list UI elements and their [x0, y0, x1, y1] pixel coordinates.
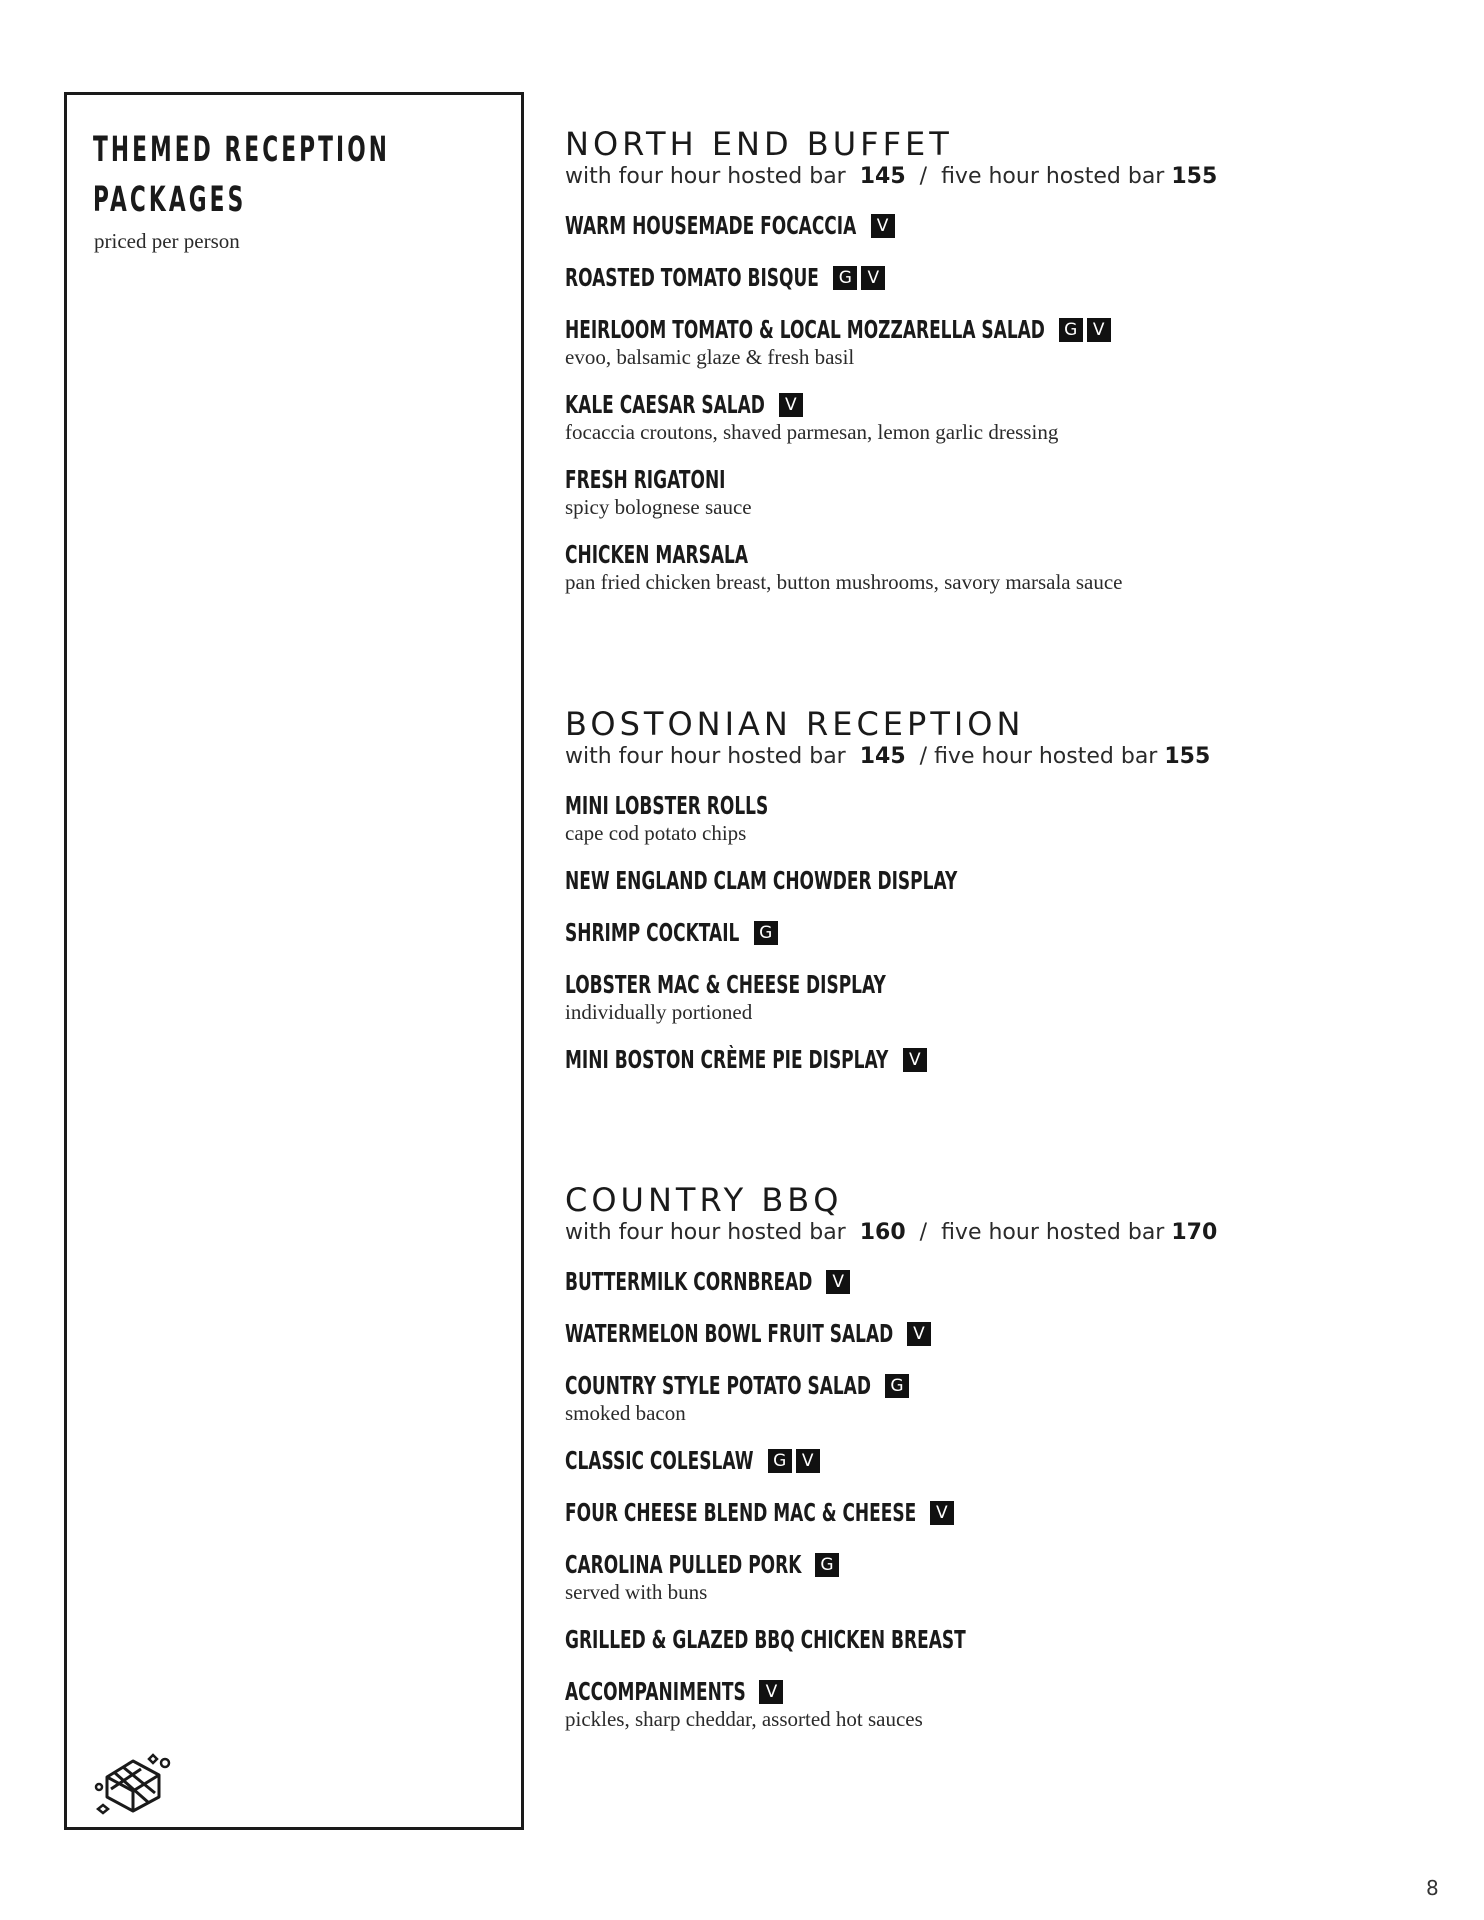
menu-item-description: cape cod potato chips: [565, 821, 747, 845]
price-five-hour: 155: [1171, 164, 1218, 189]
section-pricing: [565, 1218, 1445, 1248]
menu-item-list: [565, 1264, 1445, 1732]
dietary-badges: [779, 393, 803, 417]
vegetarian-badge: V: [907, 1322, 931, 1346]
dietary-badges: [815, 1553, 839, 1577]
section-title: NORTH END BUFFET: [565, 125, 953, 163]
dietary-badges: [930, 1501, 954, 1525]
menu-item-description: smoked bacon: [565, 1401, 686, 1425]
menu-item: [565, 1264, 1445, 1299]
vegetarian-badge: V: [861, 266, 885, 290]
menu-item: [565, 208, 1445, 243]
pricing-label-four: with four hour hosted bar: [565, 744, 846, 769]
price-separator: /: [919, 744, 928, 769]
vegetarian-badge: V: [779, 393, 803, 417]
vegetarian-badge: V: [826, 1270, 850, 1294]
menu-item-row: [565, 1368, 1445, 1403]
menu-item: [565, 1316, 1445, 1351]
price-four-hour: 145: [859, 164, 906, 189]
gluten-free-badge: G: [885, 1374, 909, 1398]
menu-item-name: MINI BOSTON CRÈME PIE DISPLAY: [565, 1045, 889, 1074]
pricing-label-five: five hour hosted bar: [941, 1220, 1165, 1245]
gluten-free-badge: G: [768, 1449, 792, 1473]
menu-item-description: served with buns: [565, 1580, 708, 1604]
menu-item-name: COUNTRY STYLE POTATO SALAD: [565, 1371, 871, 1400]
menu-item-row: [565, 208, 1445, 243]
gluten-free-badge: G: [815, 1553, 839, 1577]
menu-item-row: [565, 915, 1445, 950]
menu-item: [565, 863, 1445, 898]
menu-item-name: FRESH RIGATONI: [565, 465, 726, 494]
menu-item-name: CLASSIC COLESLAW: [565, 1446, 754, 1475]
menu-item-name: ROASTED TOMATO BISQUE: [565, 263, 819, 292]
vegetarian-badge: V: [759, 1680, 783, 1704]
vegetarian-badge: V: [871, 214, 895, 238]
pricing-label-four: with four hour hosted bar: [565, 1220, 846, 1245]
dietary-badges: [759, 1680, 783, 1704]
menu-item-name: CHICKEN MARSALA: [565, 540, 748, 569]
dietary-badges: [754, 921, 778, 945]
menu-item-row: [565, 1264, 1445, 1299]
menu-item: [565, 915, 1445, 950]
price-four-hour: 160: [859, 1220, 906, 1245]
dietary-badges: [833, 266, 885, 290]
section-pricing: [565, 162, 1445, 192]
page-title-line2: PACKAGES: [93, 180, 247, 220]
menu-item-name: BUTTERMILK CORNBREAD: [565, 1267, 813, 1296]
vegetarian-badge: V: [930, 1501, 954, 1525]
menu-item-name: SHRIMP COCKTAIL: [565, 918, 740, 947]
page-title: [93, 125, 390, 225]
menu-item-row: [565, 1316, 1445, 1351]
vegetarian-badge: V: [903, 1048, 927, 1072]
menu-item-row: [565, 967, 1445, 1002]
menu-item-name: LOBSTER MAC & CHEESE DISPLAY: [565, 970, 886, 999]
menu-item-row: [565, 312, 1445, 347]
menu-item-description: pickles, sharp cheddar, assorted hot sauces: [565, 1707, 923, 1731]
gluten-free-badge: G: [1059, 318, 1083, 342]
price-five-hour: 170: [1171, 1220, 1218, 1245]
menu-item-description: individually portioned: [565, 1000, 753, 1024]
menu-item: [565, 260, 1445, 295]
menu-item: [565, 387, 1445, 445]
price-four-hour: 145: [859, 744, 906, 769]
geometric-cube-logo-icon: [93, 1747, 173, 1817]
dietary-badges: [903, 1048, 927, 1072]
section-bostonian-reception: [565, 706, 1445, 1094]
dietary-badges: [907, 1322, 931, 1346]
pricing-label-four: with four hour hosted bar: [565, 164, 846, 189]
section-title: COUNTRY BBQ: [565, 1181, 843, 1219]
menu-item: [565, 1368, 1445, 1426]
vegetarian-badge: V: [796, 1449, 820, 1473]
menu-item-row: [565, 387, 1445, 422]
menu-item-name: FOUR CHEESE BLEND MAC & CHEESE: [565, 1498, 917, 1527]
menu-item: [565, 967, 1445, 1025]
menu-item-name: GRILLED & GLAZED BBQ CHICKEN BREAST: [565, 1625, 966, 1654]
menu-item: [565, 1443, 1445, 1478]
pricing-note: priced per person: [94, 229, 240, 253]
menu-item: [565, 788, 1445, 846]
price-separator: /: [919, 164, 928, 189]
section-country-bbq: [565, 1182, 1445, 1749]
gluten-free-badge: G: [754, 921, 778, 945]
gluten-free-badge: G: [833, 266, 857, 290]
section-north-end-buffet: [565, 126, 1445, 612]
menu-item-row: [565, 1443, 1445, 1478]
dietary-badges: [871, 214, 895, 238]
menu-item: [565, 537, 1445, 595]
menu-item-row: [565, 462, 1445, 497]
dietary-badges: [885, 1374, 909, 1398]
dietary-badges: [768, 1449, 820, 1473]
section-title: BOSTONIAN RECEPTION: [565, 705, 1025, 743]
menu-item-row: [565, 537, 1445, 572]
menu-item-list: [565, 208, 1445, 595]
price-five-hour: 155: [1164, 744, 1211, 769]
menu-item-row: [565, 1674, 1445, 1709]
section-pricing: [565, 742, 1445, 772]
menu-item: [565, 1547, 1445, 1605]
menu-item-list: [565, 788, 1445, 1077]
menu-item-name: KALE CAESAR SALAD: [565, 390, 765, 419]
menu-item-row: [565, 863, 1445, 898]
menu-item: [565, 462, 1445, 520]
menu-item-description: pan fried chicken breast, button mushrooms, savory marsala sauce: [565, 570, 1123, 594]
menu-item-name: ACCOMPANIMENTS: [565, 1677, 746, 1706]
menu-item-name: HEIRLOOM TOMATO & LOCAL MOZZARELLA SALAD: [565, 315, 1045, 344]
menu-item-row: [565, 1042, 1445, 1077]
menu-item-name: CAROLINA PULLED PORK: [565, 1550, 802, 1579]
menu-item: [565, 312, 1445, 370]
menu-item-row: [565, 1622, 1445, 1657]
menu-item-row: [565, 260, 1445, 295]
menu-item-name: WARM HOUSEMADE FOCACCIA: [565, 211, 857, 240]
menu-item-name: WATERMELON BOWL FRUIT SALAD: [565, 1319, 894, 1348]
menu-item-name: NEW ENGLAND CLAM CHOWDER DISPLAY: [565, 866, 958, 895]
pricing-label-five: five hour hosted bar: [934, 744, 1158, 769]
page-number: 8: [1426, 1876, 1439, 1900]
page-title-line1: THEMED RECEPTION: [93, 130, 391, 170]
menu-item-row: [565, 1547, 1445, 1582]
dietary-badges: [1059, 318, 1111, 342]
menu-item: [565, 1042, 1445, 1077]
price-separator: /: [919, 1220, 928, 1245]
pricing-label-five: five hour hosted bar: [941, 164, 1165, 189]
menu-item: [565, 1674, 1445, 1732]
menu-item-description: evoo, balsamic glaze & fresh basil: [565, 345, 855, 369]
menu-item-name: MINI LOBSTER ROLLS: [565, 791, 769, 820]
menu-item: [565, 1495, 1445, 1530]
menu-item-description: spicy bolognese sauce: [565, 495, 752, 519]
menu-item: [565, 1622, 1445, 1657]
menu-item-description: focaccia croutons, shaved parmesan, lemon garlic dressing: [565, 420, 1059, 444]
menu-item-row: [565, 788, 1445, 823]
vegetarian-badge: V: [1087, 318, 1111, 342]
dietary-badges: [826, 1270, 850, 1294]
menu-item-row: [565, 1495, 1445, 1530]
sidebar-panel: [64, 92, 524, 1830]
